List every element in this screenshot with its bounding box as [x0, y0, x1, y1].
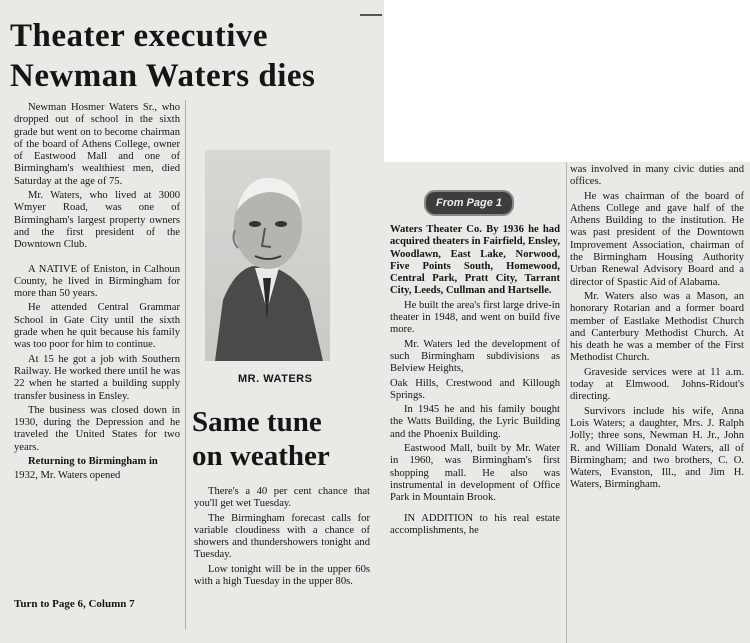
paragraph-lead: A NATIVE	[28, 263, 78, 275]
paragraph: Eastwood Mall, built by Mr. Water in 1960, was Birmingham's first shopping mall. He also was instrumental in development of Office Park in Mountain Brook.	[390, 443, 560, 504]
paragraph	[390, 513, 560, 538]
paragraph: was involved in many civic duties and offices.	[570, 164, 744, 188]
paragraph-text: of Eniston, in Calhoun County, he lived in Birmingham for more than 50 years.	[14, 263, 181, 300]
photo-caption: MR. WATERS	[238, 373, 313, 385]
paragraph: Mr. Waters led the development of such Birmingham subdivisions as Belview Heights,	[390, 338, 560, 375]
jump-line: Turn to Page 6, Column 7	[14, 598, 135, 610]
headline-line-1: Theater executive	[10, 18, 269, 54]
subhead-paragraph: Returning to Birmingham in	[28, 456, 158, 468]
paragraph	[14, 264, 180, 301]
paragraph: He was chairman of the board of Athens College and gave half of the Athens Building to the institution. He was past president of the Downtown Improvement Association, chairman of the Birmingham Housing Authority Urban Renewal Advisory Board and a director of Spastic Aid of Alabama.	[570, 190, 744, 288]
headline-line-2: Newman Waters dies	[10, 58, 316, 94]
weather-headline-line-2: on weather	[192, 440, 330, 472]
paragraph: Mr. Waters also was a Mason, an honorary Rotarian and a former board member of Eastlake Methodist Church and Canterbury Methodist Church. At his death he was a member of the First Methodist Church.	[570, 290, 744, 364]
paragraph: Low tonight will be in the upper 60s with a high Tuesday in the upper 80s.	[194, 563, 370, 588]
clipping-continued	[384, 162, 750, 643]
article-column-4	[570, 164, 744, 492]
paragraph: At 15 he got a job with Southern Railway. He worked there until he was 22 when he started a building supply transfer business in Ensley.	[14, 353, 180, 402]
paragraph: The Birmingham forecast calls for variable cloudiness with a chance of showers and thundershowers tonight and Tuesday.	[194, 512, 370, 561]
weather-headline-line-1: Same tune	[192, 406, 322, 438]
article-column-3	[390, 224, 560, 537]
weather-headline	[192, 405, 382, 473]
paragraph: The business was closed down in 1930, during the Depression and he traveled the United States for two years.	[14, 404, 180, 453]
margin-mark	[360, 14, 382, 16]
portrait-image	[205, 150, 330, 361]
continued-badge: From Page 1	[424, 190, 514, 216]
paragraph: Newman Hosmer Waters Sr., who dropped out of school in the sixth grade but went on to become chairman of the board of Athens College, owner of Eastwood Mall and one of Birmingham's wealthiest men, died Saturday at the age of 75.	[14, 102, 180, 187]
article-column-1	[14, 102, 180, 483]
paragraph: He attended Central Grammar School in Gate City until the sixth grade when he quit because his family was too poor for him to continue.	[14, 302, 180, 351]
paragraph: He built the area's first large drive-in theater in 1948, and went on build five more.	[390, 299, 560, 336]
column-rule	[566, 162, 567, 643]
paragraph: There's a 40 per cent chance that you'll get wet Tuesday.	[194, 486, 370, 510]
paragraph: Waters Theater Co. By 1936 he had acquired theaters in Fairfield, Ensley, Woodlawn, East Lake, Norwood, Five Points South, Homewood, Central Park, Pratt City, Tarrant City, Leeds, Cullman and Hartselle.	[390, 224, 560, 297]
paragraph: Oak Hills, Crestwood and Killough Springs.	[390, 377, 560, 401]
paragraph-lead: IN ADDITION	[404, 512, 473, 524]
column-rule	[185, 100, 186, 630]
paragraph: Graveside services were at 11 a.m. today at Elmwood. Johns-Ridout's directing.	[570, 366, 744, 403]
paragraph: Mr. Waters, who lived at 3000 Wmyer Road, was one of Birmingham's largest property owners and the first president of the Downtown Club.	[14, 190, 180, 251]
paragraph: In 1945 he and his family bought the Watts Building, the Lyric Building and the Phoenix Building.	[390, 404, 560, 440]
portrait-photo	[205, 150, 330, 361]
paragraph-text: to his real estate accomplishments, he	[390, 512, 560, 536]
paragraph: Survivors include his wife, Anna Lois Waters; a daughter, Mrs. J. Ralph Jolly; three sons, Newman H. Jr., John R. and William Donald Waters, all of Birmingham; and two brothers, C. O. Waters, Evanston, Ill., and Jim H. Waters, Birmingham.	[570, 405, 744, 491]
paragraph: 1932, Mr. Waters opened	[14, 470, 121, 482]
weather-column	[194, 486, 370, 588]
